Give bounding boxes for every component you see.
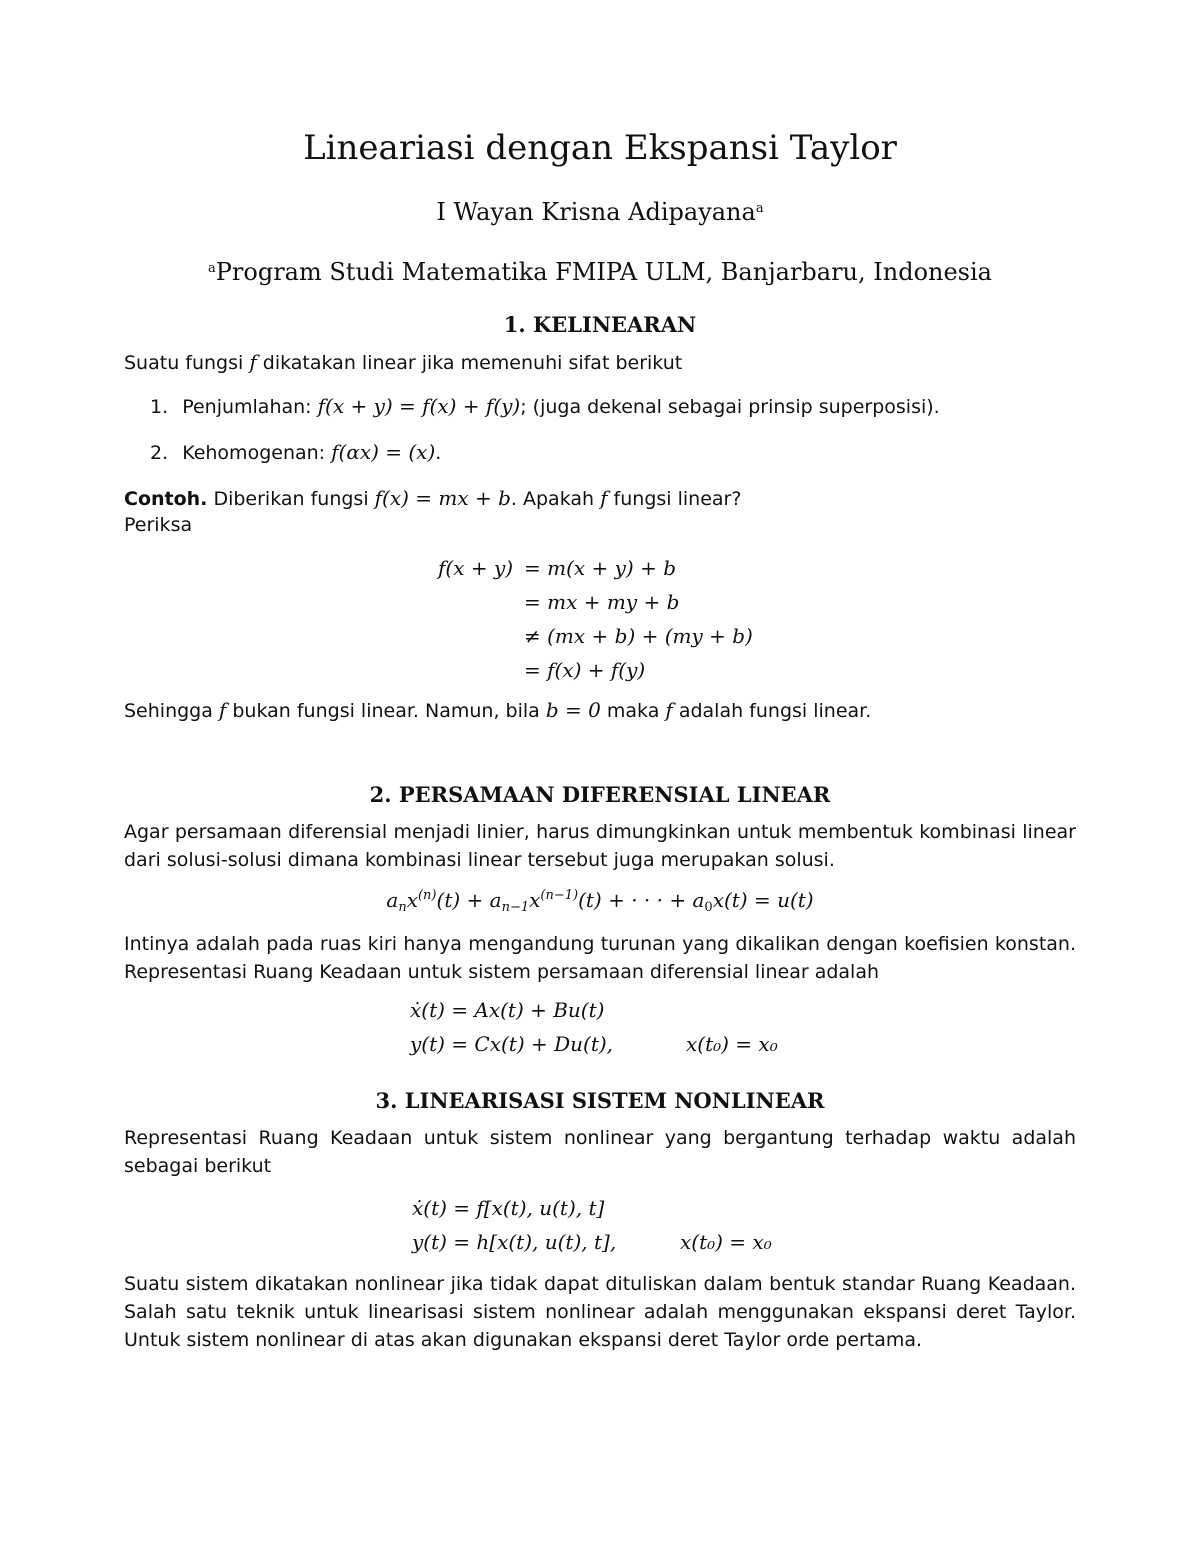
section-heading-2: 2. PERSAMAAN DIFERENSIAL LINEAR	[369, 782, 831, 807]
concl-text-b: bukan fungsi linear. Namun, bila	[226, 700, 546, 722]
s2-ode-equation	[0, 888, 1200, 915]
list-num-2: 2.	[150, 442, 169, 464]
item1-label: Penjumlahan:	[182, 396, 318, 418]
paper-title: Lineariasi dengan Ekspansi Taylor	[303, 128, 897, 168]
author-line	[0, 198, 1200, 226]
ode-a: a	[386, 888, 399, 912]
ode-sub-n1: n−1	[501, 900, 530, 915]
ode-sub-n: n	[398, 900, 407, 915]
item2-text: .	[435, 442, 442, 464]
ns-line-1: ẋ(t) = f[x(t), u(t), t]	[412, 1196, 605, 1220]
s1-conclusion	[124, 698, 871, 722]
section-heading-1: 1. KELINEARAN	[503, 312, 697, 337]
item2-math: f(αx) = (x)	[331, 440, 436, 464]
list-num-1: 1.	[150, 396, 169, 418]
example-text-a: Diberikan fungsi	[207, 488, 375, 510]
ode-a2: a	[489, 888, 502, 912]
ode-sup-n: (n)	[417, 888, 437, 903]
example-text-c: fungsi linear?	[607, 488, 742, 510]
s1-periksa: Periksa	[124, 514, 193, 536]
eq-line-1: = m(x + y) + b	[524, 556, 677, 580]
item1-text: ; (juga dekenal sebagai prinsip superposisi).	[520, 396, 940, 418]
s1-intro-text-b: dikatakan linear jika memenuhi sifat berikut	[256, 352, 683, 374]
ns-line-2: y(t) = h[x(t), u(t), t],	[412, 1230, 617, 1254]
item1-math: f(x + y) = f(x) + f(y)	[317, 394, 521, 418]
eq-line-2: = mx + my + b	[524, 590, 680, 614]
ode-sub-0: 0	[704, 900, 713, 915]
section-heading-3: 3. LINEARISASI SISTEM NONLINEAR	[375, 1088, 825, 1113]
concl-math: b = 0	[545, 698, 601, 722]
concl-text-d: adalah fungsi linear.	[672, 700, 872, 722]
ss-line-2: y(t) = Cx(t) + Du(t),	[410, 1032, 614, 1056]
ode-sup-n1: (n−1)	[540, 888, 579, 903]
example-f: f	[600, 486, 608, 510]
s2-paragraph-1: Agar persamaan diferensial menjadi linier, harus dimungkinkan untuk membentuk kombinasi linear dari solusi-solusi dimana kombinasi linear tersebut juga merupakan solusi.	[124, 821, 1076, 871]
eq-line-4: = f(x) + f(y)	[524, 658, 646, 682]
s1-intro	[124, 348, 1076, 377]
ode-x2: x	[529, 888, 541, 912]
s1-list-item-1	[150, 394, 940, 418]
ns-initial: x(t₀) = x₀	[680, 1230, 772, 1254]
s1-example	[124, 486, 741, 510]
author-name: I Wayan Krisna Adipayana	[436, 198, 756, 226]
affiliation-text: Program Studi Matematika FMIPA ULM, Banjarbaru, Indonesia	[215, 258, 992, 286]
s1-intro-text-a: Suatu fungsi	[124, 352, 250, 374]
s1-intro-f: f	[249, 350, 257, 374]
s2-paragraph-2: Intinya adalah pada ruas kiri hanya mengandung turunan yang dikalikan dengan koefisien konstan. Representasi Ruang Keadaan untuk sistem persamaan diferensial linear adalah	[124, 933, 1076, 983]
ode-t3: x(t) = u(t)	[712, 888, 814, 912]
eq-line-3: ≠ (mx + b) + (my + b)	[524, 624, 753, 648]
ss-initial: x(t₀) = x₀	[686, 1032, 778, 1056]
example-text-b: . Apakah	[510, 488, 601, 510]
ode-a0: a	[692, 888, 705, 912]
example-math: f(x) = mx + b	[374, 486, 511, 510]
ode-x: x	[406, 888, 418, 912]
ode-t2: (t) + · · · +	[578, 888, 693, 912]
s3-paragraph-2: Suatu sistem dikatakan nonlinear jika tidak dapat dituliskan dalam bentuk standar Ruang Keadaan. Salah satu teknik untuk linearisasi sistem nonlinear adalah menggunakan ekspansi deret Taylor. Untuk sistem nonlinear di atas akan digunakan ekspansi deret Taylor orde pertama.	[124, 1273, 1076, 1351]
ss-line-1: ẋ(t) = Ax(t) + Bu(t)	[410, 998, 605, 1022]
s3-paragraph-1: Representasi Ruang Keadaan untuk sistem nonlinear yang bergantung terhadap waktu adalah sebagai berikut	[124, 1127, 1076, 1177]
example-label: Contoh.	[124, 488, 208, 510]
ode-t1: (t) +	[436, 888, 490, 912]
concl-text-c: maka	[600, 700, 666, 722]
concl-f2: f	[665, 698, 673, 722]
affil-mark: a	[208, 261, 216, 276]
item2-label: Kehomogenan:	[182, 442, 332, 464]
concl-f: f	[218, 698, 227, 722]
author-affil-mark: a	[755, 201, 764, 216]
s1-list-item-2	[150, 440, 441, 464]
affiliation-line	[0, 258, 1200, 286]
concl-text-a: Sehingga	[124, 700, 219, 722]
eq-lhs: f(x + y)	[438, 556, 514, 580]
